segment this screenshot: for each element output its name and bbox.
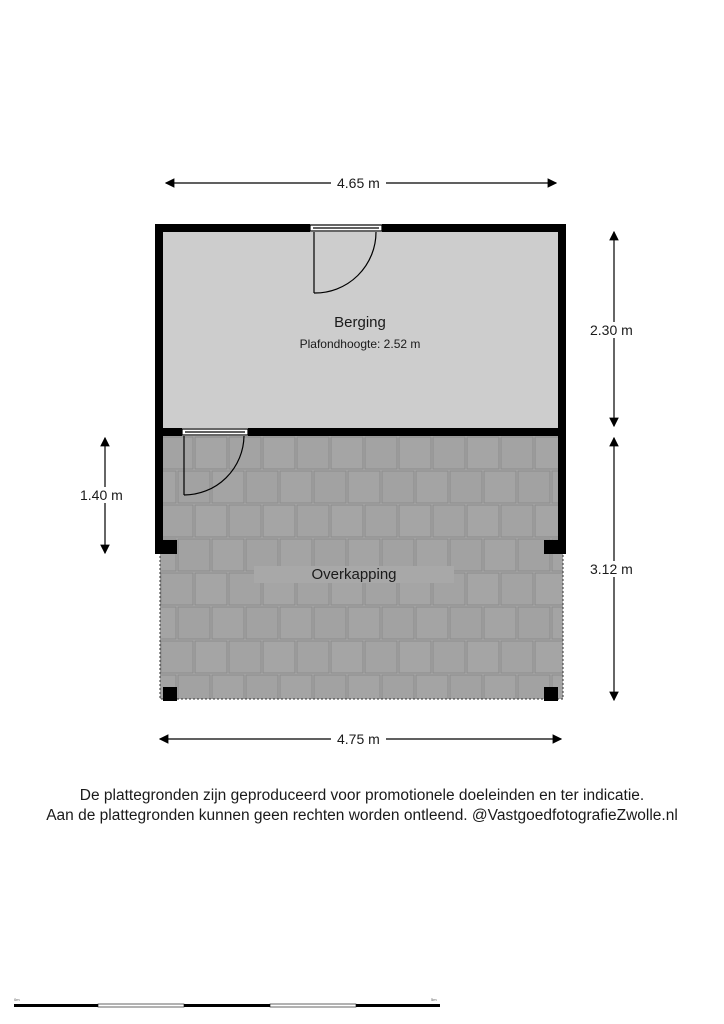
scale-label-end: 5m	[431, 997, 437, 1002]
dim-bottom-width: 4.75 m	[331, 731, 386, 747]
scale-bar	[14, 1004, 440, 1007]
scale-label-start: 0m	[14, 997, 20, 1002]
disclaimer-line-2: Aan de plattegronden kunnen geen rechten worden ontleend. @VastgoedfotografieZwolle.nl	[46, 807, 678, 824]
room-berging-ceiling: Plafondhoogte: 2.52 m	[299, 337, 421, 351]
dim-right-upper-height: 2.30 m	[584, 322, 639, 338]
dim-top-width: 4.65 m	[331, 175, 386, 191]
room-berging-name: Berging	[334, 314, 386, 331]
disclaimer-line-1: De plattegronden zijn geproduceerd voor promotionele doeleinden en ter indicatie.	[79, 787, 645, 804]
dim-right-lower-height: 3.12 m	[584, 561, 639, 577]
dim-left-height: 1.40 m	[74, 487, 129, 503]
room-overkapping-name: Overkapping	[254, 566, 454, 583]
